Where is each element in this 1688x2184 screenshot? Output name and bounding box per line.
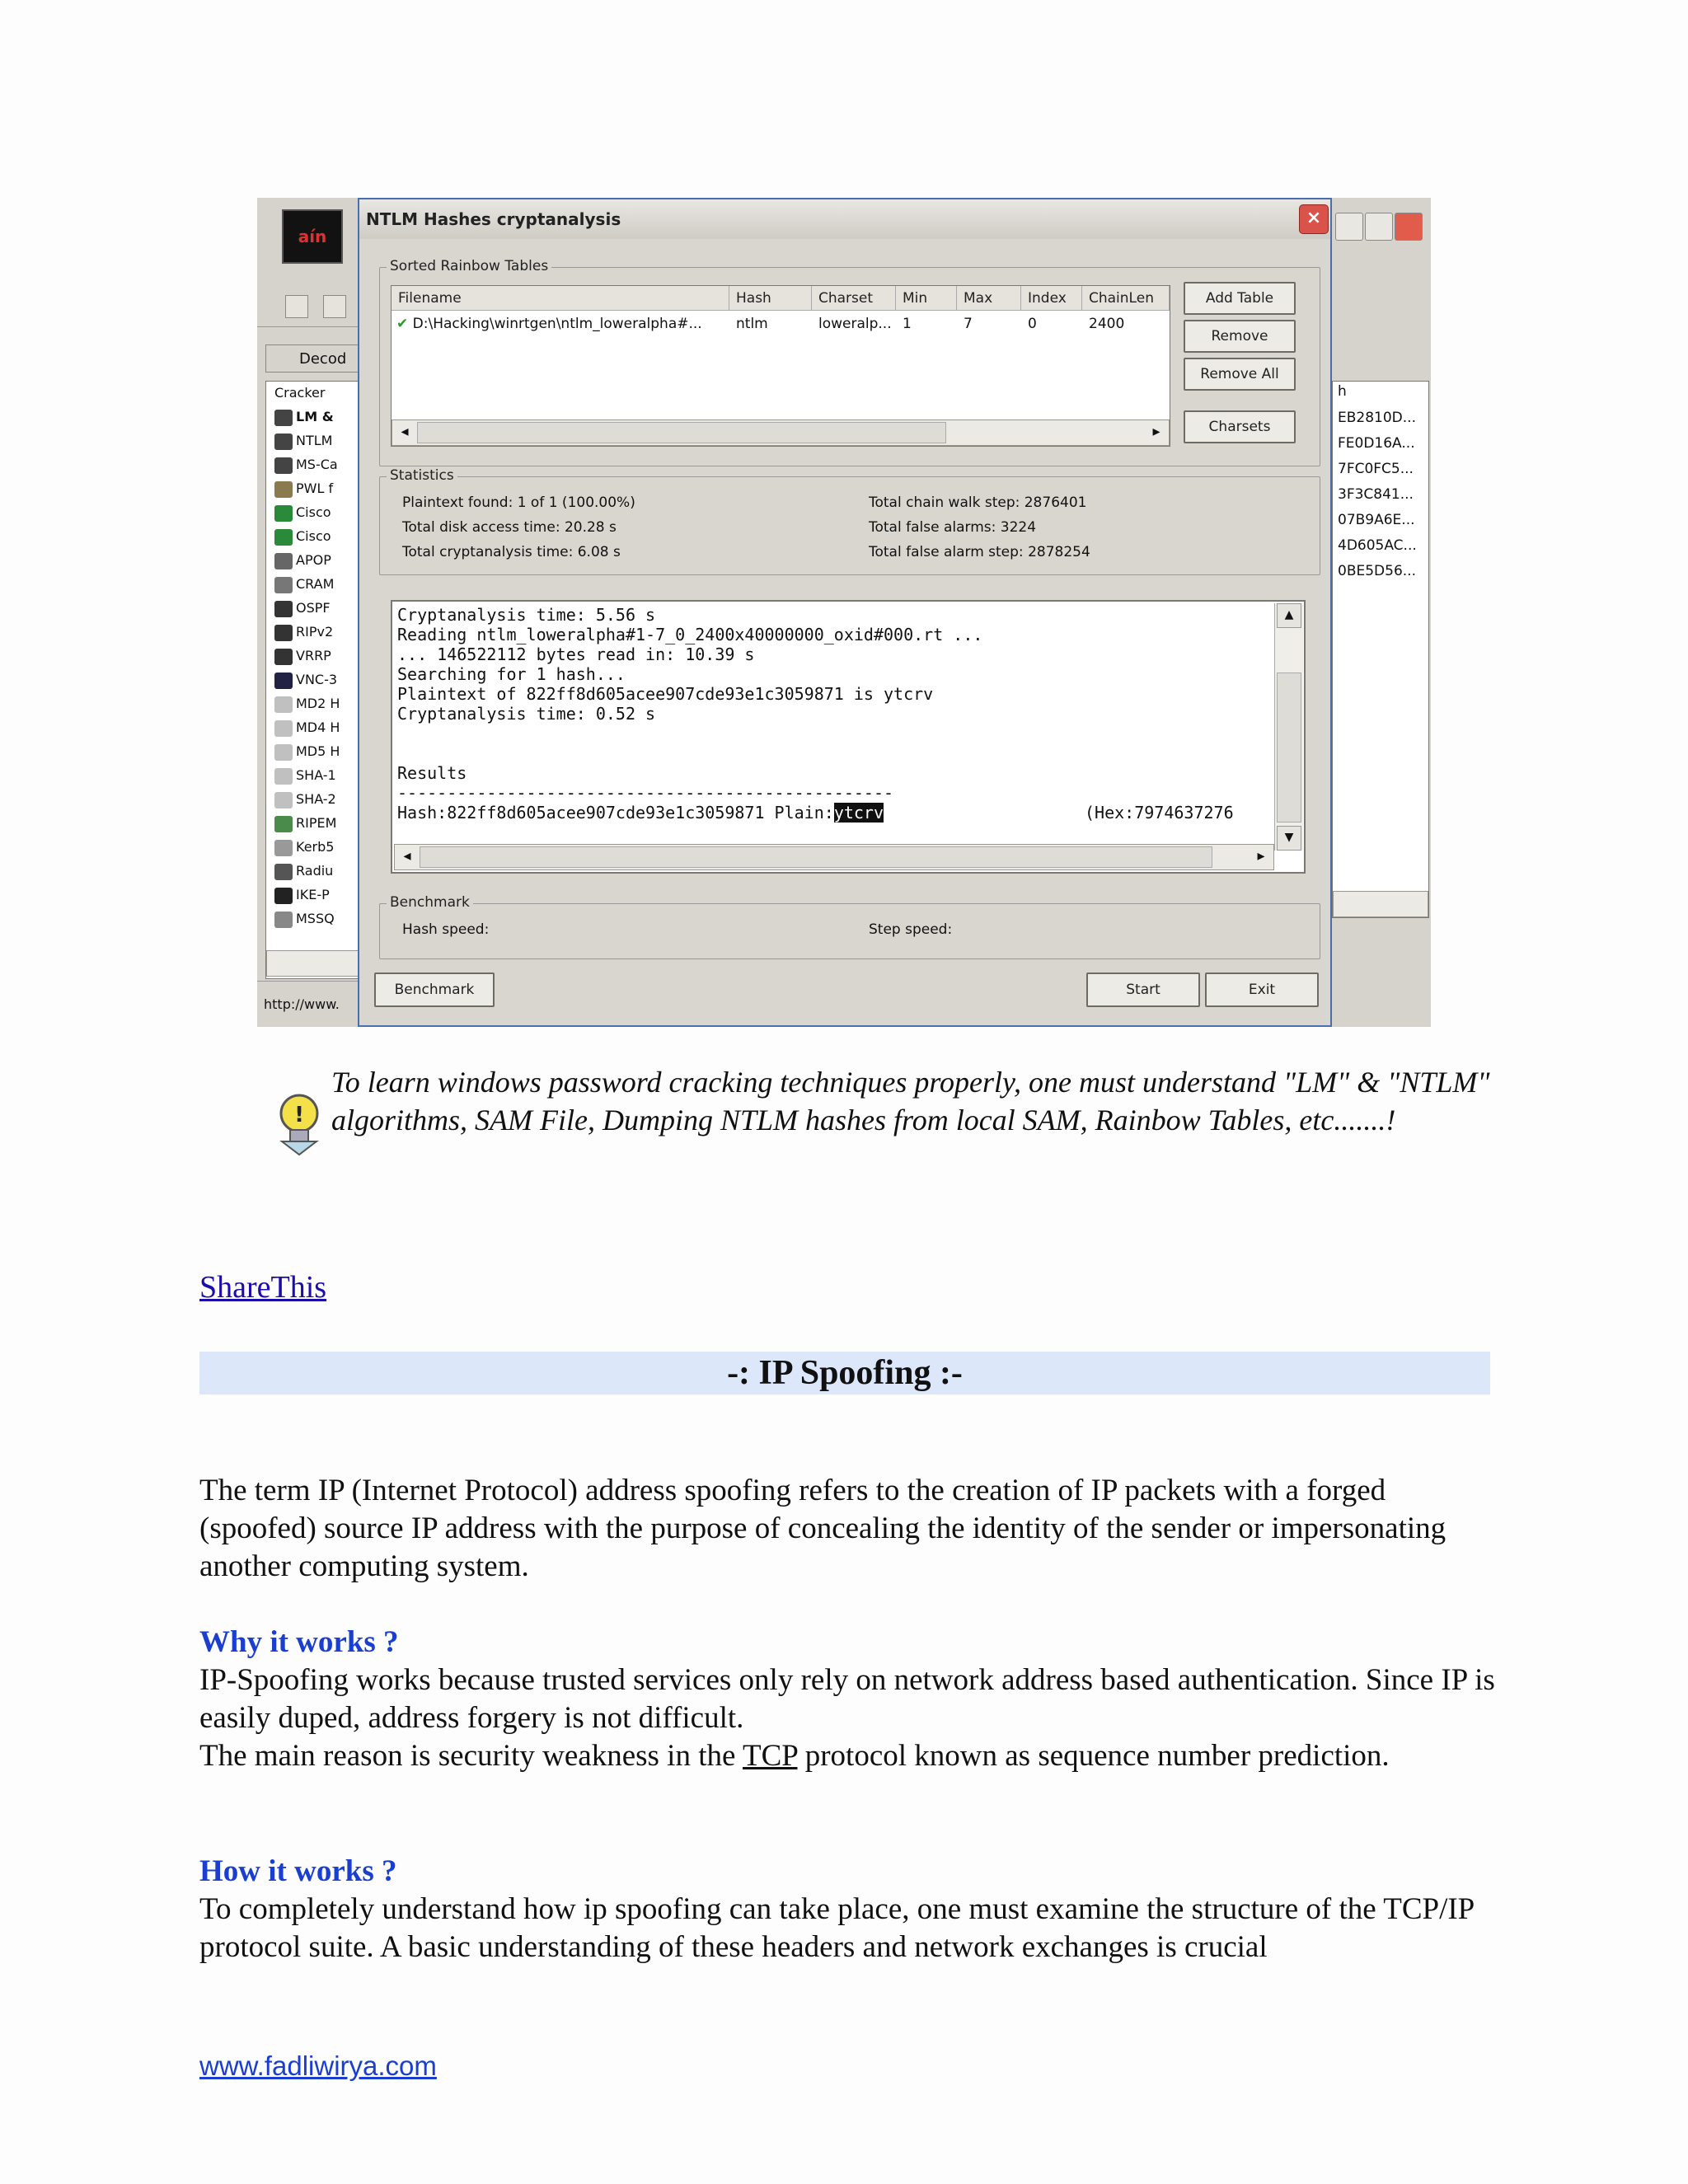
remove-all-button[interactable]: Remove All xyxy=(1184,358,1296,391)
intro-paragraph: The term IP (Internet Protocol) address spoofing refers to the creation of IP packets with a forged (spoofed) source IP address with the purpose of concealing the identity of the sender or impersonating another computing system. xyxy=(199,1474,1447,1583)
scroll-up-icon[interactable]: ▲ xyxy=(1277,603,1301,628)
tree-label: RIPEM xyxy=(296,815,337,831)
rip-icon xyxy=(274,625,293,641)
tree-label: MD4 H xyxy=(296,719,340,735)
log-line: Searching for 1 hash... xyxy=(397,664,626,684)
tree-label: MD2 H xyxy=(296,696,340,711)
log-hscrollbar[interactable] xyxy=(394,844,1274,870)
mssql-icon xyxy=(274,912,293,928)
tree-label: VRRP xyxy=(296,648,331,663)
sha1-icon xyxy=(274,768,293,785)
log-line: Results xyxy=(397,763,467,783)
network-icon[interactable] xyxy=(323,295,346,318)
cracker-tree xyxy=(265,381,363,979)
tree-item[interactable] xyxy=(274,597,360,620)
lightbulb-icon xyxy=(275,1090,323,1156)
tree-label: Radiu xyxy=(296,863,334,879)
cell-min: 1 xyxy=(903,316,912,332)
why-heading: Why it works ? xyxy=(199,1625,399,1659)
hash-icon xyxy=(274,434,293,450)
tree-item[interactable] xyxy=(274,477,360,500)
exit-button[interactable]: Exit xyxy=(1205,972,1319,1007)
cell-chainlen: 2400 xyxy=(1089,316,1125,332)
stat-disk-access: Total disk access time: 20.28 s xyxy=(402,519,617,536)
hash-icon xyxy=(274,410,293,426)
tree-item[interactable] xyxy=(274,453,360,476)
cell-hash: ntlm xyxy=(736,316,768,332)
tree-item[interactable] xyxy=(274,644,360,668)
stat-false-alarms: Total false alarms: 3224 xyxy=(869,519,1037,536)
scroll-thumb[interactable] xyxy=(420,846,1212,868)
list-item[interactable]: 07B9A6E... xyxy=(1338,512,1415,528)
list-item[interactable]: EB2810D... xyxy=(1338,410,1416,426)
cain-logo-icon: aín xyxy=(282,209,343,264)
dialog-title: NTLM Hashes cryptanalysis xyxy=(359,199,1330,239)
list-item[interactable]: 7FC0FC5... xyxy=(1338,461,1414,477)
list-item[interactable]: 3F3C841... xyxy=(1338,486,1414,503)
log-vscrollbar[interactable] xyxy=(1274,603,1303,851)
list-item[interactable]: 4D605AC... xyxy=(1338,537,1417,554)
scroll-left-icon[interactable]: ◂ xyxy=(403,847,411,865)
column-header[interactable]: Filename xyxy=(392,286,729,311)
close-icon[interactable]: × xyxy=(1299,204,1329,234)
tree-label: Kerb5 xyxy=(296,839,335,855)
tree-item[interactable] xyxy=(274,573,360,596)
cain-screenshot xyxy=(257,198,1431,1027)
tree-item[interactable] xyxy=(274,525,360,548)
cisco-icon xyxy=(274,505,293,522)
column-header[interactable]: Index xyxy=(1021,286,1082,311)
start-button[interactable]: Start xyxy=(1086,972,1200,1007)
cram-icon xyxy=(274,577,293,593)
why-paragraph: IP-Spoofing works because trusted services only rely on network address based authentication. Since IP is easily duped, address forgery is not difficult. xyxy=(199,1663,1495,1735)
result-plain: ytcrv xyxy=(833,803,884,823)
hash-speed-label: Hash speed: xyxy=(402,921,490,938)
maximize-icon[interactable] xyxy=(1365,213,1393,241)
sha2-icon xyxy=(274,792,293,808)
log-line: Plaintext of 822ff8d605acee907cde93e1c3059871 is ytcrv xyxy=(397,684,934,704)
stat-false-alarm-step: Total false alarm step: 2878254 xyxy=(869,544,1090,560)
cell-charset: loweralp... xyxy=(818,316,892,332)
check-icon: ✔ xyxy=(396,316,409,332)
scroll-thumb[interactable] xyxy=(1277,673,1301,823)
tree-label: OSPF xyxy=(296,600,331,616)
tree-item[interactable] xyxy=(274,692,360,715)
remove-button[interactable]: Remove xyxy=(1184,320,1296,353)
stat-crypt-time: Total cryptanalysis time: 6.08 s xyxy=(402,544,621,560)
tree-label: Cisco xyxy=(296,504,331,520)
close-window-icon[interactable] xyxy=(1395,213,1423,241)
scroll-down-icon[interactable]: ▼ xyxy=(1277,826,1301,851)
vnc-icon xyxy=(274,673,293,689)
window-controls xyxy=(1332,213,1428,242)
tree-item[interactable] xyxy=(274,907,360,930)
radius-icon xyxy=(274,864,293,880)
tree-label: NTLM xyxy=(296,433,333,448)
tree-label: APOP xyxy=(296,552,331,568)
tip-note: To learn windows password cracking techniques properly, one must understand "LM" & "NTLM" algorithms, SAM File, Dumping NTLM hashes from local SAM, Rainbow Tables, etc.......! xyxy=(331,1066,1490,1137)
apop-icon xyxy=(274,553,293,569)
tree-item[interactable] xyxy=(274,788,360,811)
hash-list xyxy=(1332,381,1429,918)
tree-label: MSSQ xyxy=(296,911,335,926)
why-paragraph-2 xyxy=(199,1737,1502,1775)
log-line: Cryptanalysis time: 5.56 s xyxy=(397,605,656,625)
cell-index: 0 xyxy=(1028,316,1037,332)
tree-label: MD5 H xyxy=(296,743,340,759)
svg-text:!: ! xyxy=(294,1103,304,1127)
stat-plaintext-found: Plaintext found: 1 of 1 (100.00%) xyxy=(402,494,635,511)
statistics-label: Statistics xyxy=(387,467,457,484)
ntlm-cryptanalysis-dialog xyxy=(358,198,1332,1027)
cisco-icon xyxy=(274,529,293,546)
tree-item[interactable] xyxy=(274,883,360,907)
step-speed-label: Step speed: xyxy=(869,921,953,938)
ike-icon xyxy=(274,888,293,904)
column-header[interactable]: Charset xyxy=(812,286,896,311)
result-hash: Hash:822ff8d605acee907cde93e1c3059871 Plain: xyxy=(397,803,834,823)
column-header[interactable]: Hash xyxy=(729,286,812,311)
tree-hscrollbar[interactable] xyxy=(266,950,362,977)
why-text: The main reason is security weakness in the xyxy=(199,1739,743,1773)
md5-icon xyxy=(274,744,293,761)
list-item[interactable]: FE0D16A... xyxy=(1338,435,1415,452)
status-bar: http://www. xyxy=(257,981,361,1027)
tree-item[interactable] xyxy=(274,836,360,859)
tree-label: IKE-P xyxy=(296,887,330,902)
md2-icon xyxy=(274,696,293,713)
benchmark-group xyxy=(379,894,1320,959)
log-rule: -------------------------------------------------- xyxy=(397,783,894,803)
section-title: -: IP Spoofing :- xyxy=(727,1354,963,1392)
tree-item[interactable] xyxy=(274,621,360,644)
open-folder-icon[interactable] xyxy=(285,295,308,318)
benchmark-button[interactable]: Benchmark xyxy=(374,972,495,1007)
grid-hscrollbar[interactable] xyxy=(392,419,1170,446)
add-table-button[interactable]: Add Table xyxy=(1184,282,1296,315)
tree-item[interactable] xyxy=(274,668,360,691)
rainbow-tables-label: Sorted Rainbow Tables xyxy=(387,258,551,274)
md4-icon xyxy=(274,720,293,737)
column-header[interactable]: ChainLen xyxy=(1082,286,1170,311)
log-line: Cryptanalysis time: 0.52 s xyxy=(397,704,656,724)
ospf-icon xyxy=(274,601,293,617)
tree-label: CRAM xyxy=(296,576,335,592)
result-hex: (Hex:7974637276 xyxy=(1085,803,1234,823)
tree-label: SHA-1 xyxy=(296,767,336,783)
tree-item[interactable]: Cracker xyxy=(274,385,326,401)
tree-label: PWL f xyxy=(296,480,334,496)
tree-label: LM & xyxy=(296,409,334,424)
tree-item[interactable] xyxy=(274,429,360,452)
pwl-icon xyxy=(274,481,293,498)
tree-label: RIPv2 xyxy=(296,624,334,640)
tree-item[interactable] xyxy=(274,860,360,883)
tree-item[interactable] xyxy=(274,812,360,835)
tree-item[interactable] xyxy=(274,549,360,572)
how-heading: How it works ? xyxy=(199,1854,397,1888)
tree-item[interactable] xyxy=(274,716,360,739)
list-hscrollbar[interactable] xyxy=(1333,891,1428,917)
log-result xyxy=(397,803,884,823)
table-row[interactable] xyxy=(396,316,728,337)
cell-max: 7 xyxy=(964,316,973,332)
column-header[interactable]: Max xyxy=(957,286,1021,311)
ripemd-icon xyxy=(274,816,293,832)
vrrp-icon xyxy=(274,649,293,665)
rainbow-table-grid xyxy=(391,285,1170,447)
scroll-right-icon[interactable]: ▸ xyxy=(1257,847,1265,865)
tcp-link[interactable]: TCP xyxy=(742,1739,798,1773)
tree-label: VNC-3 xyxy=(296,672,338,687)
cell-filename: D:\Hacking\winrtgen\ntlm_loweralpha#... xyxy=(412,316,702,332)
scroll-left-icon[interactable]: ◂ xyxy=(401,423,409,440)
cryptanalysis-log[interactable] xyxy=(391,600,1306,874)
list-header[interactable]: h xyxy=(1338,383,1347,400)
list-item[interactable]: 0BE5D56... xyxy=(1338,563,1416,579)
why-text: protocol known as sequence number prediction. xyxy=(797,1739,1390,1773)
minimize-icon[interactable] xyxy=(1335,213,1363,241)
sharethis-link[interactable]: ShareThis xyxy=(199,1270,327,1305)
cain-toolbar xyxy=(257,287,361,327)
charsets-button[interactable]: Charsets xyxy=(1184,410,1296,443)
column-header[interactable]: Min xyxy=(896,286,957,311)
tree-label: SHA-2 xyxy=(296,791,336,807)
stat-chain-walk: Total chain walk step: 2876401 xyxy=(869,494,1087,511)
log-line: ... 146522112 bytes read in: 10.39 s xyxy=(397,644,755,664)
tree-item[interactable] xyxy=(274,405,360,429)
scroll-thumb[interactable] xyxy=(417,422,946,443)
tree-item[interactable] xyxy=(274,501,360,524)
tree-label: MS-Ca xyxy=(296,457,338,472)
tree-item[interactable] xyxy=(274,740,360,763)
footer-link[interactable]: www.fadliwirya.com xyxy=(199,2050,437,2081)
kerberos-icon xyxy=(274,840,293,856)
decoders-tab[interactable]: Decod xyxy=(265,344,359,373)
benchmark-label: Benchmark xyxy=(387,894,473,911)
tree-label: Cisco xyxy=(296,528,331,544)
how-paragraph: To completely understand how ip spoofing can take place, one must examine the structure of the TCP/IP protocol suite. A basic understanding of these headers and network exchanges is crucial xyxy=(199,1892,1474,1964)
log-line: Reading ntlm_loweralpha#1-7_0_2400x40000000_oxid#000.rt ... xyxy=(397,625,983,644)
tree-item[interactable] xyxy=(274,764,360,787)
hash-icon xyxy=(274,457,293,474)
scroll-right-icon[interactable]: ▸ xyxy=(1152,423,1160,440)
